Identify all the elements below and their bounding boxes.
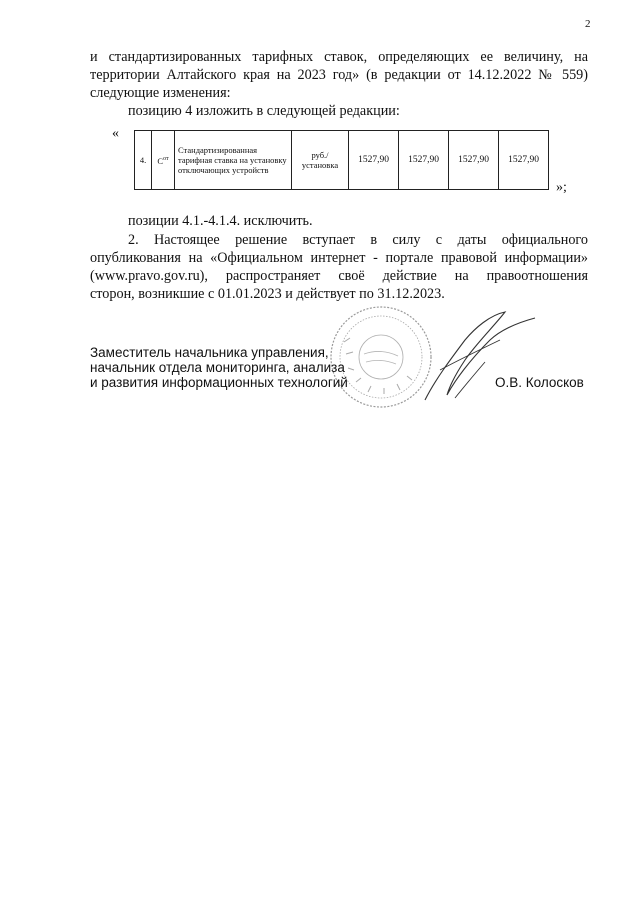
intro-paragraph <box>90 48 588 120</box>
intro-line-1: и стандартизированных тарифных ставок, определяющих ее величину, на <box>90 49 588 65</box>
row-value-3: 1527,90 <box>449 131 499 190</box>
signatory-name: О.В. Колосков <box>495 375 584 390</box>
row-name: Стандартизированная тарифная ставка на установку отключающих устройств <box>175 131 292 190</box>
row-value-4: 1527,90 <box>499 131 549 190</box>
exclusion-paragraph <box>90 212 588 230</box>
clause-2-line-2: опубликования на «Официальном интернет - портале правовой информации» <box>90 250 588 266</box>
row-code <box>152 131 175 190</box>
position-instruction: позицию 4 изложить в следующей редакции: <box>128 103 400 119</box>
quote-close: »; <box>556 180 567 195</box>
row-unit: руб./ установка <box>292 131 349 190</box>
table-row <box>135 131 549 190</box>
clause-2-paragraph <box>90 231 588 303</box>
row-code-sup: от <box>163 156 169 163</box>
quote-open: « <box>112 126 119 141</box>
page-number: 2 <box>585 18 591 30</box>
signature-icon <box>395 300 545 410</box>
clause-2-line-1: 2. Настоящее решение вступает в силу с даты официального <box>128 232 588 248</box>
intro-line-2: территории Алтайского края на 2023 год» (в редакции от 14.12.2022 № 559) <box>90 67 588 83</box>
signatory-title-line-3: и развития информационных технологий <box>90 375 348 390</box>
row-number: 4. <box>135 131 152 190</box>
intro-line-3: следующие изменения: <box>90 85 231 101</box>
row-value-2: 1527,90 <box>399 131 449 190</box>
clause-2-line-4: сторон, возникшие с 01.01.2023 и действует по 31.12.2023. <box>90 286 445 302</box>
exclusion-text: позиции 4.1.-4.1.4. исключить. <box>128 213 313 229</box>
row-value-1: 1527,90 <box>349 131 399 190</box>
tariff-table <box>134 130 549 190</box>
row-code-base: C <box>157 155 164 166</box>
signatory-title <box>90 345 348 390</box>
clause-2-line-3: (www.pravo.gov.ru), распространяет своё действие на правоотношения <box>90 268 588 284</box>
signatory-title-line-1: Заместитель начальника управления, <box>90 345 329 360</box>
signatory-title-line-2: начальник отдела мониторинга, анализа <box>90 360 345 375</box>
